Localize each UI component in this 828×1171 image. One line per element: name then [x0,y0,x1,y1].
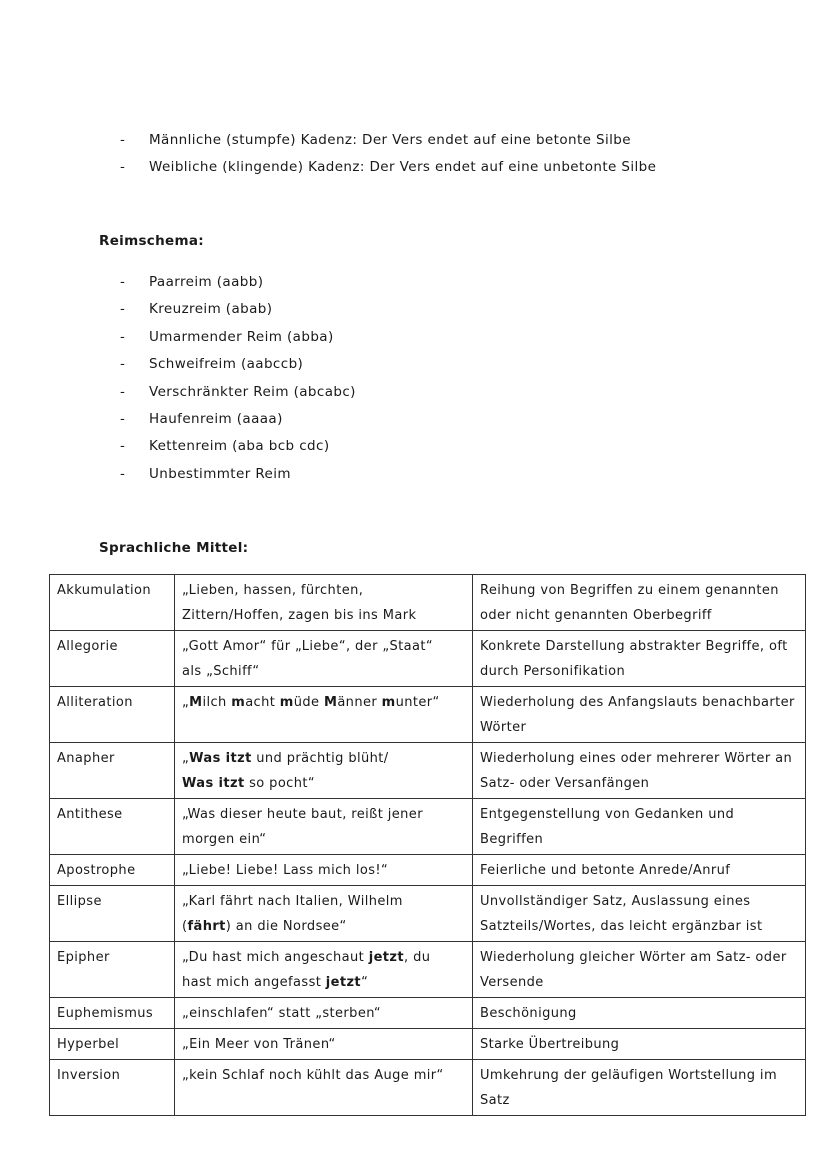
table-row [50,855,806,886]
example-line: „einschlafen“ statt „sterben“ [182,1006,382,1021]
list-item-text: Schweifreim (aabccb) [149,356,304,373]
term-cell: Anapher [50,743,175,799]
example-cell [175,886,473,942]
list-item-text: Kettenreim (aba bcb cdc) [149,438,330,455]
list-item [120,128,656,155]
example-cell [175,1029,473,1060]
definition-cell: Reihung von Begriffen zu einem genannten oder nicht genannten Oberbegriff [473,575,806,631]
example-text: , du [404,950,431,965]
definition-cell: Konkrete Darstellung abstrakter Begriffe, oft durch Personifikation [473,631,806,687]
example-line: als „Schiff“ [182,664,260,679]
reimschema-list [120,271,356,490]
example-cell [175,855,473,886]
bullet-dash: - [120,356,126,373]
list-item [120,463,356,490]
emphasis: Was itzt [182,776,245,791]
list-item [120,298,356,325]
list-item [120,435,356,462]
example-cell [175,998,473,1029]
definition-cell: Feierliche und betonte Anrede/Anruf [473,855,806,886]
definition-cell: Wiederholung eines oder mehrerer Wörter an Satz- oder Versanfängen [473,743,806,799]
list-item-text: Paarreim (aabb) [149,274,264,290]
example-line: „Was dieser heute baut, reißt jener [182,807,423,822]
term-cell: Ellipse [50,886,175,942]
emphasis: M [189,695,203,710]
emphasis: jetzt [325,975,362,990]
list-item-text: Umarmender Reim (abba) [149,328,334,345]
example-cell [175,575,473,631]
example-text: „Du hast mich angeschaut [182,950,369,965]
example-cell [175,942,473,998]
list-item [120,381,356,408]
list-item [120,326,356,353]
bullet-dash: - [120,410,126,427]
bullet-dash: - [120,465,126,482]
example-line: „Ein Meer von Tränen“ [182,1037,336,1052]
example-text: hast mich angefasst [182,975,326,990]
term-cell: Hyperbel [50,1029,175,1060]
term-cell: Akkumulation [50,575,175,631]
emphasis: m [279,695,294,710]
example-line: „Gott Amor“ für „Liebe“, der „Staat“ [182,639,433,654]
definition-cell: Wiederholung des Anfangslauts benachbarter Wörter [473,687,806,743]
bullet-dash: - [120,438,126,455]
example-text: “ [361,975,369,990]
table-row [50,1060,806,1116]
table-row [50,575,806,631]
table-row [50,998,806,1029]
definition-cell: Umkehrung der geläufigen Wortstellung im Satz [473,1060,806,1116]
bullet-dash: - [120,383,126,400]
table-row [50,631,806,687]
example-text: üde [293,695,324,710]
definition-cell: Beschönigung [473,998,806,1029]
example-text: „Karl fährt nach Italien, Wilhelm [182,894,403,909]
list-item-text: Weibliche (klingende) Kadenz: Der Vers endet auf eine unbetonte Silbe [149,159,657,175]
table-row [50,687,806,743]
definition-cell: Entgegenstellung von Gedanken und Begriffen [473,799,806,855]
kadenz-list [120,128,656,182]
list-item-text: Kreuzreim (abab) [149,301,273,318]
bullet-dash: - [120,274,126,290]
list-item-text: Verschränkter Reim (abcabc) [149,383,356,400]
table-row [50,942,806,998]
reimschema-heading: Reimschema: [99,233,204,249]
emphasis: fährt [187,919,226,934]
list-item-text: Unbestimmter Reim [149,465,291,482]
emphasis: Was itzt [189,751,252,766]
sprachliche-mittel-table [49,574,806,1116]
term-cell: Apostrophe [50,855,175,886]
example-cell [175,1060,473,1116]
example-cell [175,799,473,855]
emphasis: m [231,695,246,710]
bullet-dash: - [120,301,126,318]
list-item-text: Männliche (stumpfe) Kadenz: Der Vers endet auf eine betonte Silbe [149,132,631,148]
term-cell: Euphemismus [50,998,175,1029]
emphasis: M [323,695,338,710]
example-text: und prächtig blüht/ [251,751,389,766]
table-row [50,743,806,799]
definition-cell: Starke Übertreibung [473,1029,806,1060]
example-text: änner [337,695,382,710]
term-cell: Antithese [50,799,175,855]
example-line: „kein Schlaf noch kühlt das Auge mir“ [182,1068,444,1083]
example-cell [175,687,473,743]
example-text: „ [182,695,190,710]
example-text: ( [182,919,188,934]
list-item [120,353,356,380]
definition-cell: Wiederholung gleicher Wörter am Satz- oder Versende [473,942,806,998]
list-item [120,408,356,435]
emphasis: jetzt [368,950,404,965]
list-item [120,155,656,182]
bullet-dash: - [120,132,126,148]
example-text: ) an die Nordsee“ [225,919,347,934]
quote-mark: „ [182,751,190,766]
sprachliche-mittel-heading: Sprachliche Mittel: [99,540,249,556]
table-row [50,799,806,855]
emphasis: m [381,695,396,710]
term-cell: Inversion [50,1060,175,1116]
example-text: unter“ [395,695,440,710]
example-line: „Lieben, hassen, fürchten, [182,583,364,598]
term-cell: Epipher [50,942,175,998]
example-cell [175,631,473,687]
bullet-dash: - [120,159,126,175]
example-line: morgen ein“ [182,832,267,847]
bullet-dash: - [120,328,126,345]
example-line: Zittern/Hoffen, zagen bis ins Mark [182,608,417,623]
example-text: so pocht“ [244,776,315,791]
list-item-text: Haufenreim (aaaa) [149,410,283,427]
example-text: acht [245,695,280,710]
example-line: „Liebe! Liebe! Lass mich los!“ [182,863,389,878]
example-cell [175,743,473,799]
list-item [120,271,356,298]
term-cell: Alliteration [50,687,175,743]
example-text: ilch [202,695,232,710]
term-cell: Allegorie [50,631,175,687]
table-row [50,1029,806,1060]
table-row [50,886,806,942]
definition-cell: Unvollständiger Satz, Auslassung eines Satzteils/Wortes, das leicht ergänzbar ist [473,886,806,942]
